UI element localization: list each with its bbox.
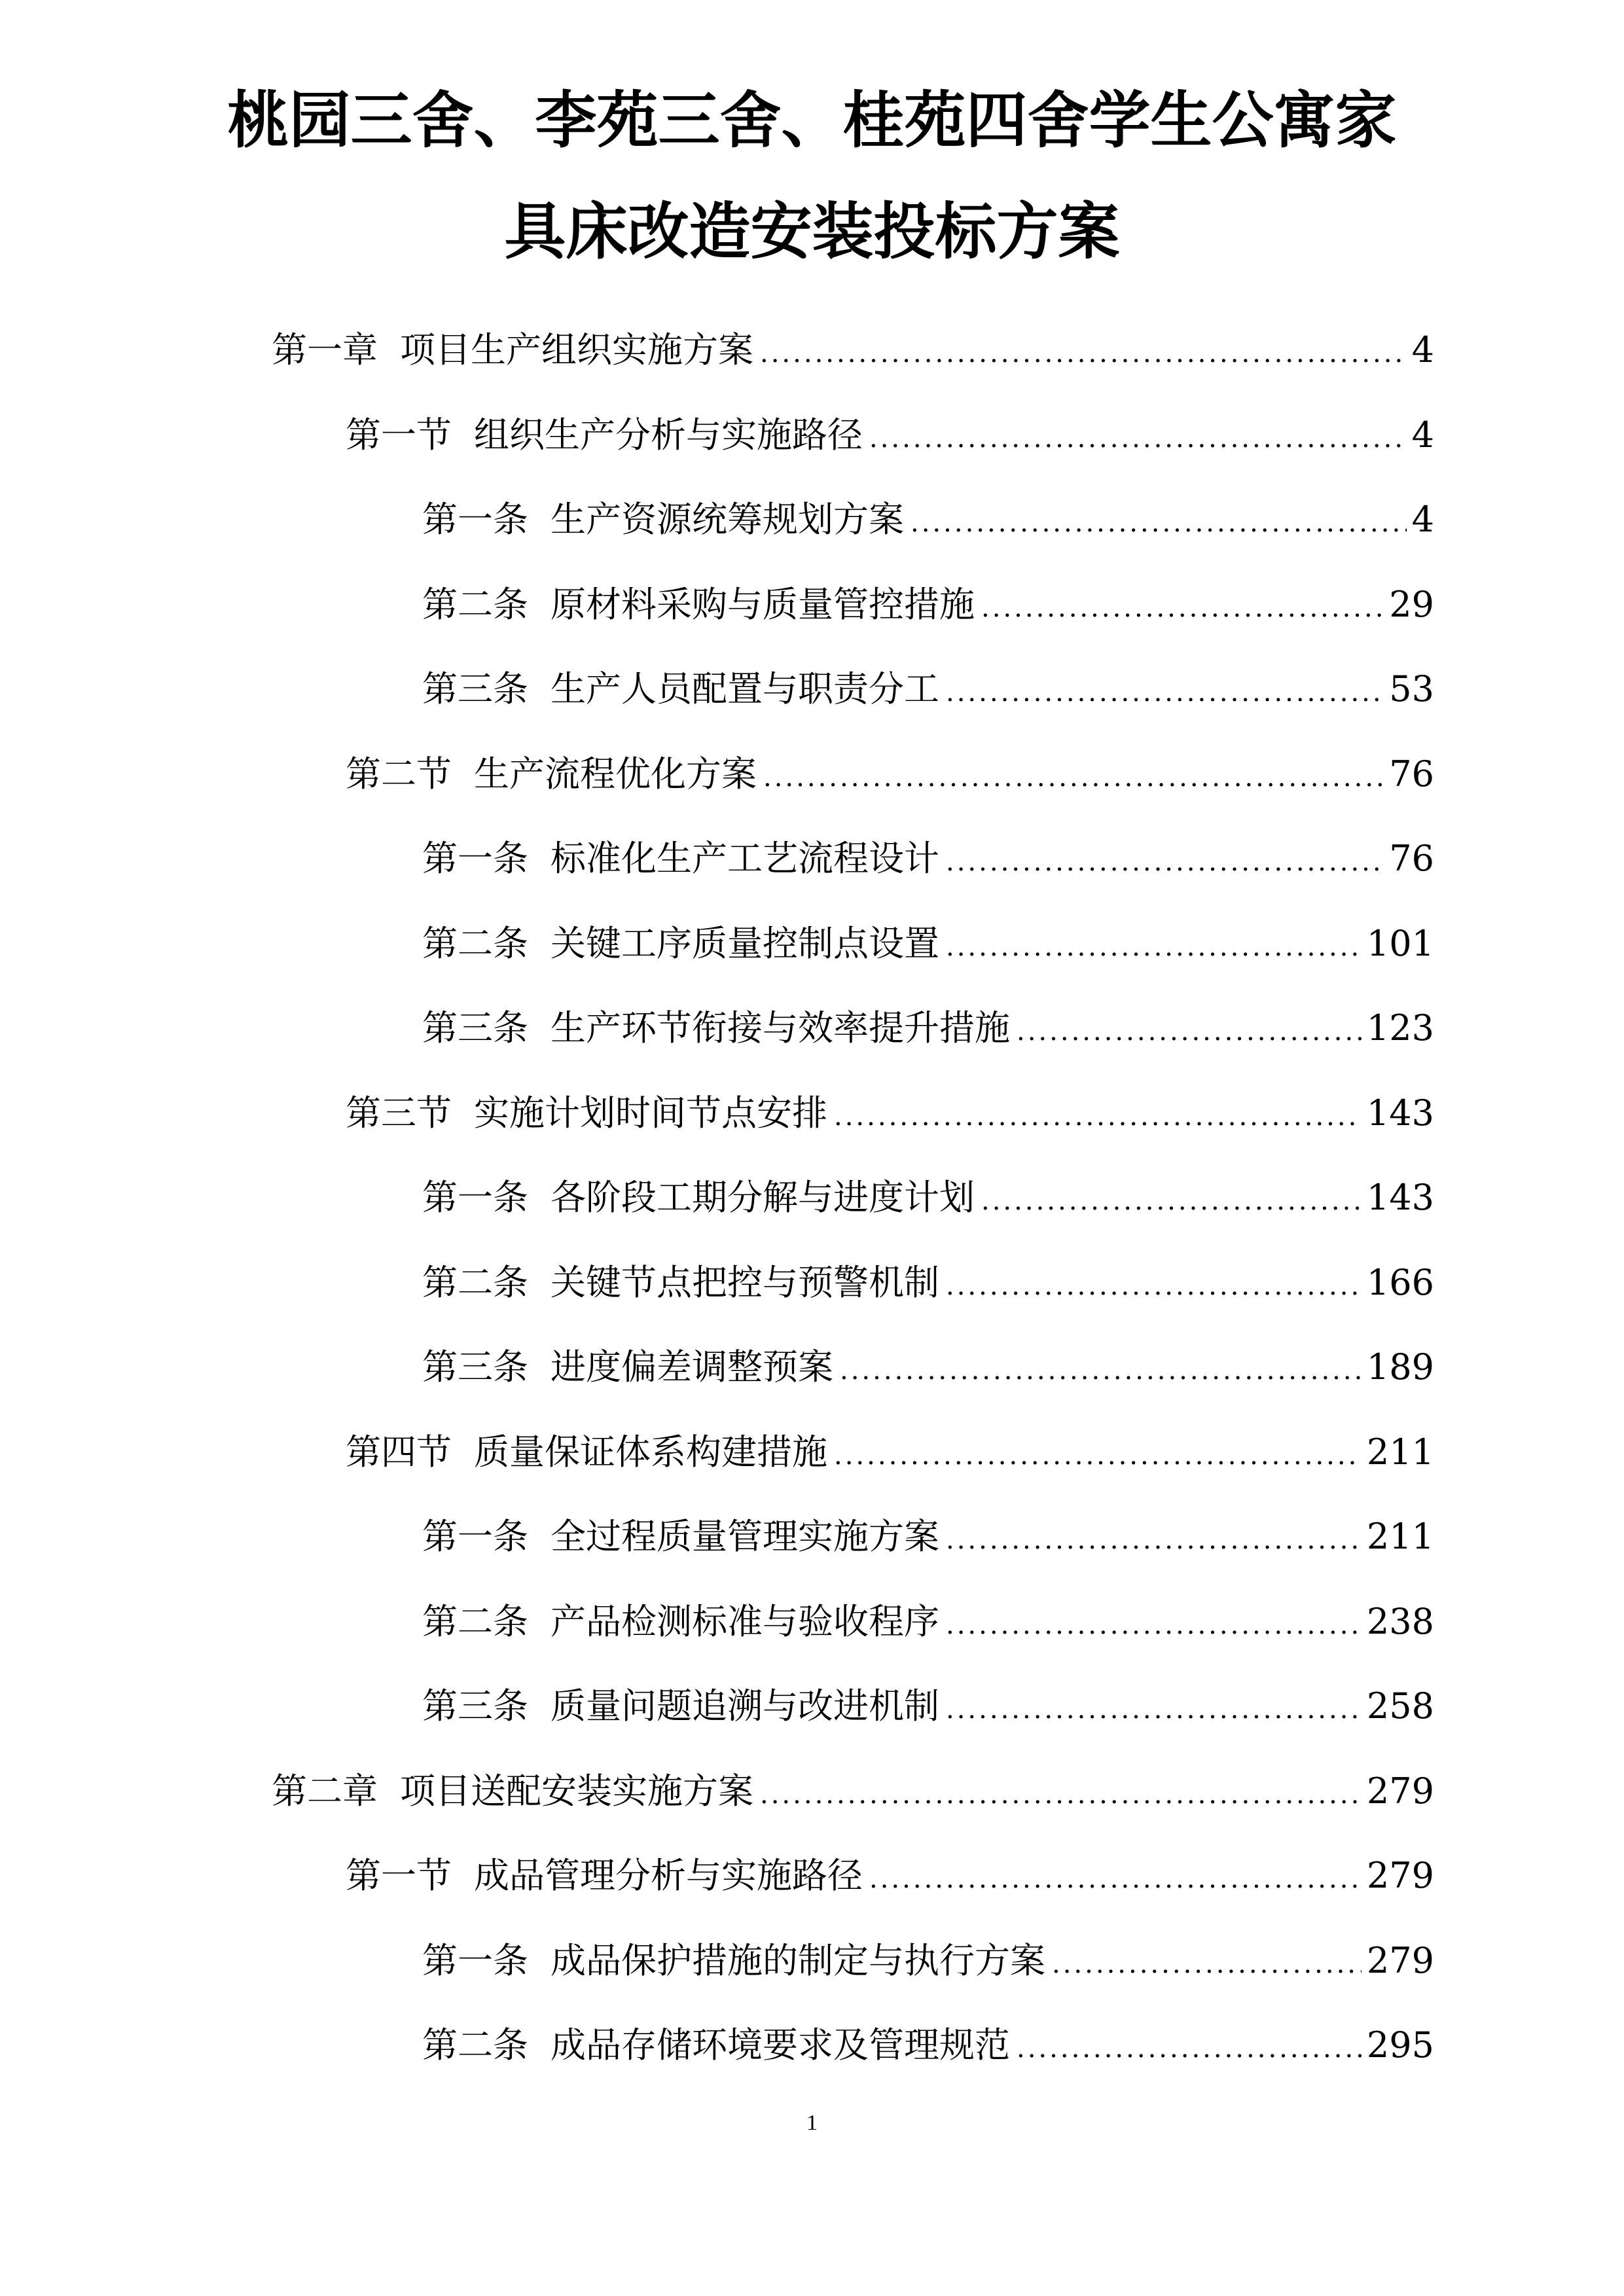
toc-entry-page-number: 238 xyxy=(1366,1600,1434,1642)
toc-entry-content xyxy=(272,321,1434,380)
toc-entry-title: 各阶段工期分解与进度计划 xyxy=(550,1177,975,1218)
toc-entry-label: 第三条 xyxy=(422,668,528,709)
toc-dot-leader xyxy=(869,1850,1362,1909)
toc-entry-page-number: 279 xyxy=(1366,1939,1434,1981)
toc-entry-title: 关键节点把控与预警机制 xyxy=(550,1261,939,1303)
toc-entry-content xyxy=(422,1168,1434,1227)
toc-entry-label: 第二条 xyxy=(422,1600,528,1642)
toc-entry-label: 第二条 xyxy=(422,2024,528,2066)
toc-entry-content xyxy=(346,1846,1434,1905)
toc-entry[interactable] xyxy=(0,393,1624,478)
toc-entry-content xyxy=(422,1592,1434,1651)
toc-entry-label: 第一节 xyxy=(346,1855,452,1896)
toc-entry-label: 第三条 xyxy=(422,1685,528,1727)
toc-entry[interactable] xyxy=(0,647,1624,732)
toc-entry-label: 第二条 xyxy=(422,1261,528,1303)
toc-entry-label: 第三条 xyxy=(422,1007,528,1049)
toc-entry-title: 产品检测标准与验收程序 xyxy=(550,1600,939,1642)
toc-dot-leader xyxy=(946,663,1384,722)
toc-entry-title: 项目送配安装实施方案 xyxy=(400,1770,753,1812)
toc-dot-leader xyxy=(1017,1002,1362,1061)
toc-entry-title: 生产流程优化方案 xyxy=(474,753,757,795)
toc-entry-content xyxy=(272,1762,1434,1821)
toc-entry-content xyxy=(422,1338,1434,1397)
toc-entry-page-number: 4 xyxy=(1411,499,1434,540)
toc-entry[interactable] xyxy=(0,816,1624,901)
toc-entry-title: 生产资源统筹规划方案 xyxy=(550,499,904,540)
toc-dot-leader xyxy=(760,324,1407,383)
toc-entry-title: 原材料采购与质量管控措施 xyxy=(550,583,975,625)
toc-entry-title: 项目生产组织实施方案 xyxy=(400,329,753,370)
toc-entry-page-number: 143 xyxy=(1366,1092,1434,1134)
toc-entry-page-number: 53 xyxy=(1389,668,1434,709)
toc-entry-content xyxy=(346,1084,1434,1143)
toc-entry[interactable] xyxy=(0,1664,1624,1749)
toc-entry-page-number: 211 xyxy=(1366,1516,1434,1557)
toc-dot-leader xyxy=(946,1257,1362,1316)
toc-entry-content xyxy=(422,575,1434,634)
toc-dot-leader xyxy=(911,493,1407,552)
toc-entry-content xyxy=(422,1507,1434,1566)
toc-entry-page-number: 279 xyxy=(1366,1855,1434,1896)
toc-entry-label: 第一条 xyxy=(422,1939,528,1981)
document-title-line-2: 具床改造安装投标方案 xyxy=(504,196,1120,268)
toc-entry-title: 质量问题追溯与改进机制 xyxy=(550,1685,939,1727)
toc-entry-title: 成品保护措施的制定与执行方案 xyxy=(550,1939,1045,1981)
toc-entry-content xyxy=(422,2016,1434,2075)
toc-dot-leader xyxy=(834,1426,1362,1485)
toc-entry-page-number: 258 xyxy=(1366,1685,1434,1727)
toc-entry-title: 实施计划时间节点安排 xyxy=(474,1092,827,1134)
toc-entry-label: 第一条 xyxy=(422,1177,528,1218)
toc-entry-content xyxy=(346,406,1434,465)
toc-entry[interactable] xyxy=(0,1749,1624,1834)
toc-entry-content xyxy=(422,1931,1434,1990)
toc-entry-label: 第一章 xyxy=(272,329,378,370)
toc-entry[interactable] xyxy=(0,1833,1624,1918)
toc-entry-page-number: 279 xyxy=(1366,1770,1434,1812)
toc-entry-title: 生产人员配置与职责分工 xyxy=(550,668,939,709)
toc-dot-leader xyxy=(981,579,1384,637)
toc-entry-title: 成品管理分析与实施路径 xyxy=(474,1855,863,1896)
toc-entry-label: 第一条 xyxy=(422,499,528,540)
toc-dot-leader xyxy=(946,1511,1362,1570)
toc-entry[interactable] xyxy=(0,2003,1624,2088)
toc-entry[interactable] xyxy=(0,477,1624,562)
toc-entry-page-number: 29 xyxy=(1389,583,1434,625)
toc-entry[interactable] xyxy=(0,1494,1624,1579)
toc-entry-content xyxy=(346,745,1434,804)
toc-entry-label: 第四节 xyxy=(346,1431,452,1473)
toc-dot-leader xyxy=(946,1680,1362,1739)
toc-entry[interactable] xyxy=(0,732,1624,817)
toc-entry-title: 质量保证体系构建措施 xyxy=(474,1431,827,1473)
toc-entry[interactable] xyxy=(0,901,1624,986)
toc-dot-leader xyxy=(1052,1935,1362,1994)
toc-entry-title: 标准化生产工艺流程设计 xyxy=(550,838,939,879)
toc-entry-title: 生产环节衔接与效率提升措施 xyxy=(550,1007,1010,1049)
document-title-line-1: 桃园三舍、李苑三舍、桂苑四舍学生公寓家 xyxy=(227,85,1397,156)
toc-entry-page-number: 166 xyxy=(1366,1261,1434,1303)
toc-entry-content xyxy=(422,1677,1434,1736)
toc-entry-content xyxy=(346,1423,1434,1482)
toc-entry-content xyxy=(422,660,1434,719)
toc-entry-page-number: 189 xyxy=(1366,1346,1434,1388)
toc-dot-leader xyxy=(981,1172,1362,1230)
table-of-contents xyxy=(0,308,1624,2088)
toc-entry[interactable] xyxy=(0,1071,1624,1156)
page-number: 1 xyxy=(806,2111,818,2135)
toc-entry-label: 第一节 xyxy=(346,414,452,456)
toc-entry-label: 第二条 xyxy=(422,922,528,964)
toc-entry-page-number: 143 xyxy=(1366,1177,1434,1218)
toc-entry-content xyxy=(422,1253,1434,1312)
toc-dot-leader xyxy=(840,1341,1362,1400)
toc-entry-title: 全过程质量管理实施方案 xyxy=(550,1516,939,1557)
toc-entry[interactable] xyxy=(0,1410,1624,1495)
toc-entry-title: 组织生产分析与实施路径 xyxy=(474,414,863,456)
toc-entry-label: 第二节 xyxy=(346,753,452,795)
toc-entry[interactable] xyxy=(0,1579,1624,1664)
toc-entry-label: 第三条 xyxy=(422,1346,528,1388)
toc-entry-title: 关键工序质量控制点设置 xyxy=(550,922,939,964)
toc-entry-title: 成品存储环境要求及管理规范 xyxy=(550,2024,1010,2066)
toc-entry-content xyxy=(422,490,1434,549)
toc-dot-leader xyxy=(869,409,1407,468)
toc-entry[interactable] xyxy=(0,1918,1624,2003)
toc-entry-label: 第二条 xyxy=(422,583,528,625)
toc-entry-page-number: 76 xyxy=(1389,753,1434,795)
toc-entry-label: 第二章 xyxy=(272,1770,378,1812)
toc-entry-content xyxy=(422,829,1434,888)
toc-entry-label: 第一条 xyxy=(422,1516,528,1557)
toc-entry-page-number: 101 xyxy=(1366,922,1434,964)
toc-entry-page-number: 4 xyxy=(1411,329,1434,370)
toc-entry-content xyxy=(422,914,1434,973)
toc-dot-leader xyxy=(763,748,1384,807)
toc-entry-page-number: 211 xyxy=(1366,1431,1434,1473)
toc-dot-leader xyxy=(1017,2019,1362,2078)
toc-dot-leader xyxy=(946,833,1384,891)
toc-entry-label: 第一条 xyxy=(422,838,528,879)
toc-entry[interactable] xyxy=(0,1155,1624,1240)
toc-entry[interactable] xyxy=(0,562,1624,647)
toc-entry[interactable] xyxy=(0,986,1624,1071)
toc-entry-page-number: 76 xyxy=(1389,838,1434,879)
toc-entry-page-number: 123 xyxy=(1366,1007,1434,1049)
toc-entry-label: 第三节 xyxy=(346,1092,452,1134)
toc-entry-page-number: 295 xyxy=(1366,2024,1434,2066)
toc-entry[interactable] xyxy=(0,1240,1624,1325)
toc-entry[interactable] xyxy=(0,308,1624,393)
toc-entry[interactable] xyxy=(0,1325,1624,1410)
toc-dot-leader xyxy=(946,918,1362,977)
toc-entry-title: 进度偏差调整预案 xyxy=(550,1346,833,1388)
toc-dot-leader xyxy=(834,1087,1362,1146)
toc-dot-leader xyxy=(760,1765,1362,1824)
toc-dot-leader xyxy=(946,1596,1362,1655)
toc-entry-content xyxy=(422,999,1434,1058)
toc-entry-page-number: 4 xyxy=(1411,414,1434,456)
